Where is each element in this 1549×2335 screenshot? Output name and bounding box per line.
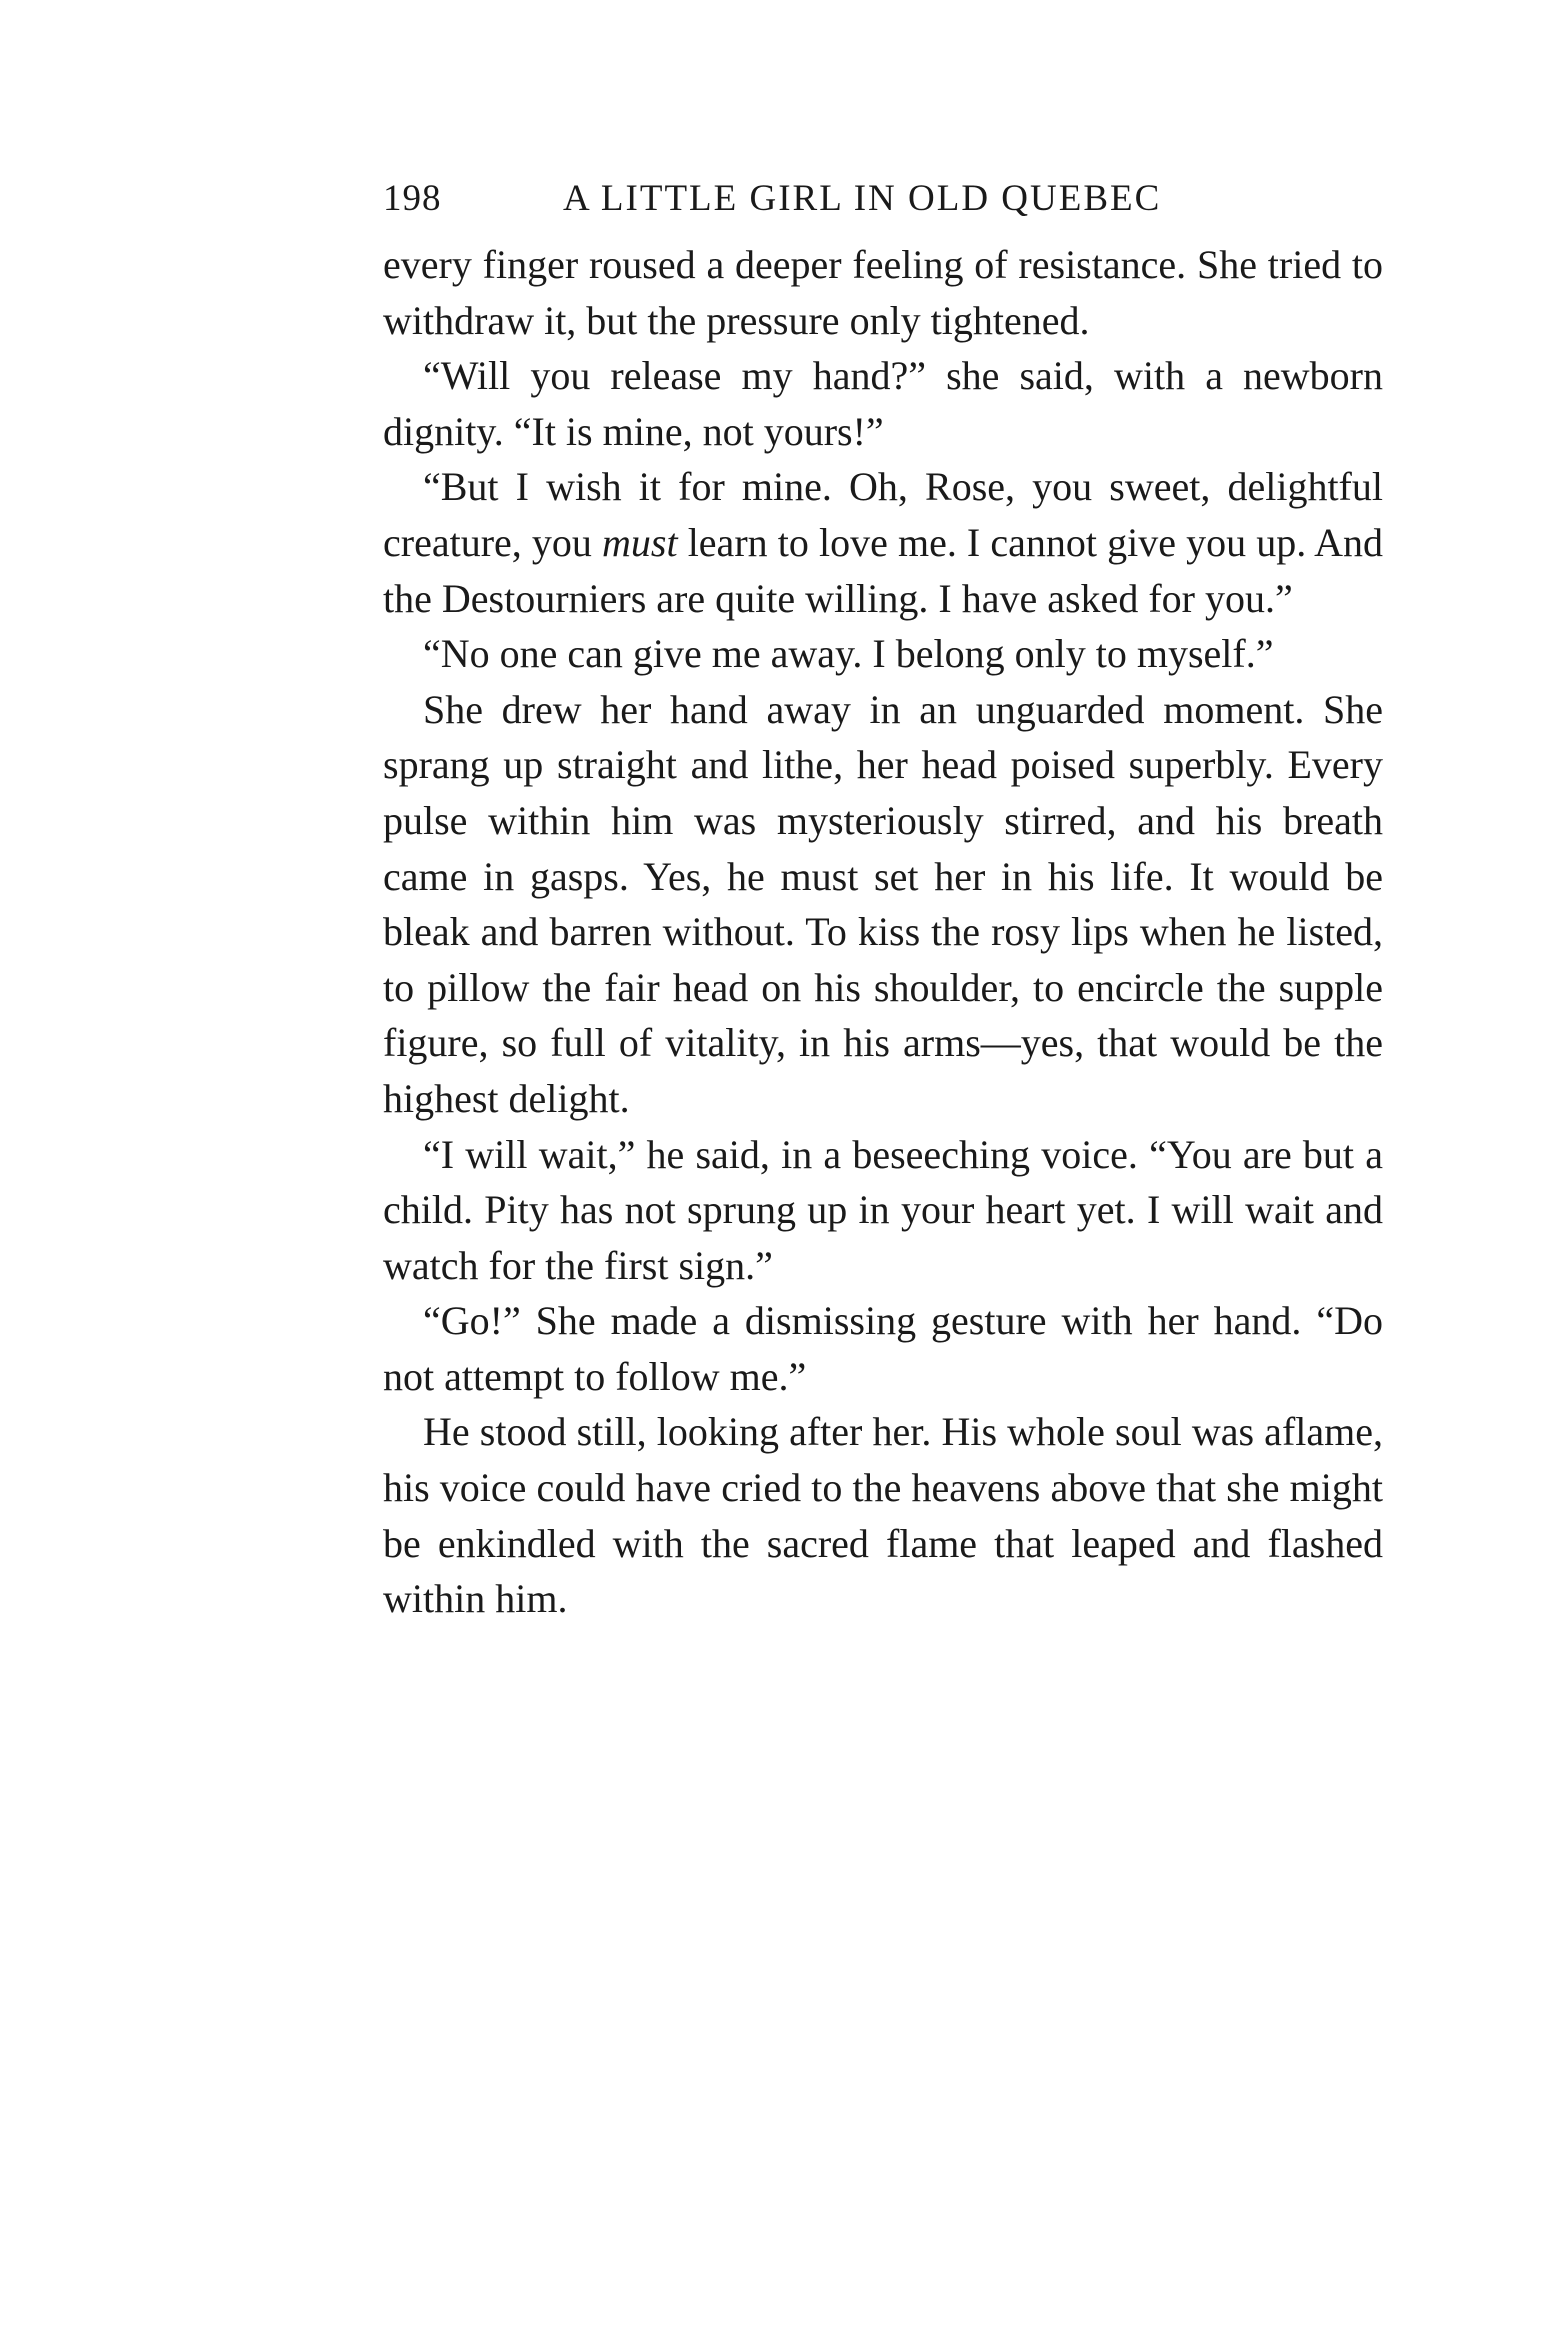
paragraph-3 (383, 459, 1383, 626)
book-title: A LITTLE GIRL IN OLD QUEBEC (563, 178, 1162, 219)
paragraph-8: He stood still, looking after her. His whole soul was aflame, his voice could have cried to the heavens above that she might be enkindled with the sacred flame that leaped and flashed within him. (383, 1409, 1383, 1622)
book-page (383, 165, 1383, 1627)
body-text (383, 237, 1383, 1627)
paragraph-2: “Will you release my hand?” she said, with a newborn dignity. “It is mine, not yours!” (383, 353, 1383, 454)
paragraph-3-after: learn to love me. I cannot give you up. And the Destourniers are quite willing. I have asked for you.” (383, 519, 1383, 621)
paragraph-3-before: “But I wish it for mine. Oh, Rose, you sweet, delightful creature, you (383, 464, 1383, 565)
paragraph-7: “Go!” She made a dismissing gesture with her hand. “Do not attempt to follow me.” (383, 1298, 1383, 1399)
paragraph-4: “No one can give me away. I belong only to myself.” (423, 631, 1274, 677)
paragraph-6: “I will wait,” he said, in a beseeching voice. “You are but a child. Pity has not sprung up in your heart yet. I will wait and watch for the first sign.” (383, 1131, 1383, 1288)
running-head (383, 165, 1383, 223)
paragraph-5: She drew her hand away in an unguarded moment. She sprang up straight and lithe, her head poised superbly. Every pulse within him was mysteriously stirred, and his breath came in gasps. Yes, he must set her in his life. It would be bleak and barren without. To kiss the rosy lips when he listed, to pillow the fair head on his shoulder, to encircle the supple figure, so full of vitality, in his arms—yes, that would be the highest delight. (383, 686, 1383, 1121)
page-number: 198 (383, 178, 442, 219)
emphasis-must: must (602, 519, 678, 565)
paragraph-1: every finger roused a deeper feeling of resistance. She tried to withdraw it, but the pressure only tightened. (383, 242, 1383, 343)
